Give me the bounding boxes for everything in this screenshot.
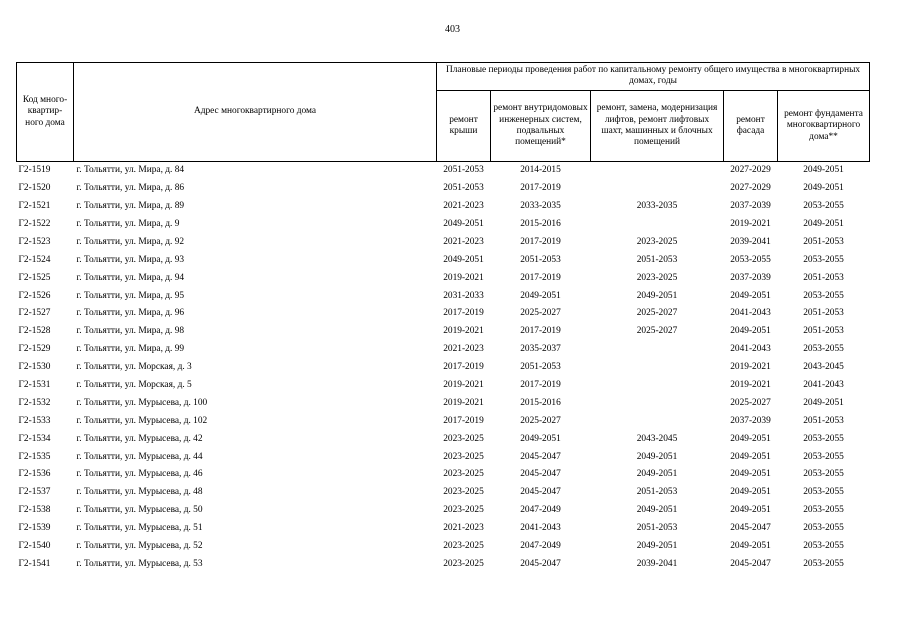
cell-address: г. Тольятти, ул. Мурысева, д. 42 bbox=[76, 433, 203, 444]
cell-address: г. Тольятти, ул. Мира, д. 9 bbox=[76, 218, 180, 229]
cell-code: Г2-1519 bbox=[17, 162, 74, 180]
header-address: Адрес многоквартирного дома bbox=[74, 63, 437, 162]
cell-code: Г2-1541 bbox=[18, 558, 51, 569]
cell-address: г. Тольятти, ул. Мурысева, д. 46 bbox=[76, 469, 203, 480]
cell-code: Г2-1540 bbox=[18, 541, 51, 551]
cell-foundation: 2041-2043 bbox=[803, 379, 844, 390]
cell-roof: 2023-2025 bbox=[443, 487, 484, 498]
cell-code: Г2-1528 bbox=[18, 326, 51, 337]
cell-systems: 2045-2047 bbox=[520, 487, 561, 498]
cell-roof: 2023-2025 bbox=[443, 558, 484, 569]
cell-foundation: 2053-2055 bbox=[803, 469, 844, 480]
cell-foundation: 2053-2055 bbox=[803, 558, 844, 569]
cell-code: Г2-1531 bbox=[18, 379, 51, 390]
cell-lifts: 2049-2051 bbox=[636, 290, 678, 301]
cell-address: г. Тольятти, ул. Мира, д. 86 bbox=[76, 183, 185, 194]
cell-foundation: 2053-2055 bbox=[803, 254, 844, 265]
cell-code: Г2-1537 bbox=[18, 487, 51, 498]
table-row bbox=[17, 430, 870, 448]
cell-systems: 2017-2019 bbox=[520, 379, 561, 390]
cell-lifts: 2051-2053 bbox=[636, 487, 678, 498]
cell-roof: 2019-2021 bbox=[443, 272, 484, 283]
cell-systems: 2025-2027 bbox=[520, 415, 561, 426]
cell-facade: 2027-2029 bbox=[724, 162, 778, 180]
table-row bbox=[17, 305, 870, 323]
cell-facade: 2045-2047 bbox=[730, 523, 771, 534]
table-row bbox=[17, 520, 870, 538]
cell-roof: 2021-2023 bbox=[443, 236, 484, 247]
cell-address: г. Тольятти, ул. Мира, д. 92 bbox=[76, 236, 185, 247]
cell-address: г. Тольятти, ул. Мурысева, д. 51 bbox=[76, 523, 203, 534]
cell-foundation: 2053-2055 bbox=[803, 523, 844, 534]
cell-lifts bbox=[591, 359, 724, 377]
cell-roof: 2019-2021 bbox=[443, 397, 484, 408]
cell-address: г. Тольятти, ул. Мурысева, д. 44 bbox=[76, 451, 203, 462]
table-row bbox=[17, 180, 870, 198]
header-lifts: ремонт, замена, модернизация лифтов, ремонт лифтовых шахт, машинных и блочных помещений bbox=[591, 90, 724, 161]
cell-foundation: 2049-2051 bbox=[803, 397, 844, 408]
cell-roof: 2023-2025 bbox=[443, 433, 484, 444]
cell-roof: 2023-2025 bbox=[443, 451, 484, 462]
table-row bbox=[17, 484, 870, 502]
cell-facade: 2049-2051 bbox=[730, 541, 771, 551]
cell-code: Г2-1530 bbox=[18, 362, 51, 373]
cell-facade: 2037-2039 bbox=[730, 415, 771, 426]
cell-roof: 2021-2023 bbox=[443, 344, 484, 355]
table-row bbox=[17, 341, 870, 359]
cell-address: г. Тольятти, ул. Мира, д. 93 bbox=[76, 254, 185, 265]
cell-facade: 2027-2029 bbox=[730, 183, 771, 194]
table-row bbox=[17, 162, 870, 180]
cell-foundation: 2051-2053 bbox=[803, 236, 844, 247]
header-systems: ремонт внутридомовых инженерных систем, подвальных помещений* bbox=[491, 90, 591, 161]
cell-lifts: 2051-2053 bbox=[636, 254, 678, 265]
cell-address: г. Тольятти, ул. Мира, д. 99 bbox=[76, 344, 185, 355]
cell-address: г. Тольятти, ул. Мира, д. 84 bbox=[74, 162, 437, 180]
cell-roof: 2017-2019 bbox=[443, 362, 484, 373]
cell-facade: 2049-2051 bbox=[730, 451, 771, 462]
cell-facade: 2019-2021 bbox=[730, 379, 771, 390]
cell-address: г. Тольятти, ул. Мира, д. 98 bbox=[76, 326, 185, 337]
cell-roof: 2051-2053 bbox=[437, 162, 491, 180]
cell-roof: 2023-2025 bbox=[443, 469, 484, 480]
cell-roof: 2031-2033 bbox=[443, 290, 484, 301]
cell-roof: 2023-2025 bbox=[443, 505, 484, 516]
cell-lifts: 2049-2051 bbox=[636, 469, 678, 480]
cell-systems: 2017-2019 bbox=[520, 326, 561, 337]
cell-code: Г2-1523 bbox=[18, 236, 51, 247]
cell-facade: 2037-2039 bbox=[730, 201, 771, 212]
cell-facade: 2049-2051 bbox=[730, 487, 771, 498]
cell-systems: 2014-2015 bbox=[491, 162, 591, 180]
cell-facade: 2019-2021 bbox=[730, 218, 771, 229]
header-facade: ремонт фасада bbox=[724, 90, 778, 161]
cell-foundation: 2053-2055 bbox=[803, 541, 844, 551]
cell-facade: 2053-2055 bbox=[730, 254, 771, 265]
cell-lifts bbox=[591, 180, 724, 198]
cell-facade: 2049-2051 bbox=[730, 505, 771, 516]
table-row bbox=[17, 395, 870, 413]
cell-lifts bbox=[591, 162, 724, 180]
table-row bbox=[17, 448, 870, 466]
table-row bbox=[17, 538, 870, 556]
cell-lifts: 2023-2025 bbox=[636, 236, 678, 247]
cell-roof: 2023-2025 bbox=[443, 541, 484, 551]
cell-systems: 2017-2019 bbox=[520, 183, 561, 194]
cell-facade: 2049-2051 bbox=[730, 469, 771, 480]
cell-roof: 2049-2051 bbox=[443, 254, 484, 265]
cell-lifts: 2049-2051 bbox=[636, 451, 678, 462]
cell-address: г. Тольятти, ул. Мурысева, д. 102 bbox=[76, 415, 208, 426]
cell-facade: 2025-2027 bbox=[730, 397, 771, 408]
cell-address: г. Тольятти, ул. Морская, д. 3 bbox=[76, 362, 192, 373]
cell-code: Г2-1527 bbox=[18, 308, 51, 319]
capital-repair-schedule-table bbox=[16, 62, 870, 573]
cell-systems: 2051-2053 bbox=[520, 362, 561, 373]
cell-address: г. Тольятти, ул. Мира, д. 96 bbox=[76, 308, 185, 319]
cell-lifts: 2033-2035 bbox=[636, 201, 678, 212]
cell-facade: 2037-2039 bbox=[730, 272, 771, 283]
cell-code: Г2-1525 bbox=[18, 272, 51, 283]
cell-lifts: 2049-2051 bbox=[636, 505, 678, 516]
table-body bbox=[17, 162, 870, 574]
table-row bbox=[17, 287, 870, 305]
cell-lifts bbox=[591, 395, 724, 413]
cell-systems: 2017-2019 bbox=[520, 272, 561, 283]
header-code: Код много-квартир-ного дома bbox=[17, 63, 74, 162]
table-row bbox=[17, 556, 870, 574]
cell-address: г. Тольятти, ул. Мурысева, д. 50 bbox=[76, 505, 203, 516]
cell-facade: 2045-2047 bbox=[730, 558, 771, 569]
table-row bbox=[17, 269, 870, 287]
table-row bbox=[17, 216, 870, 234]
cell-lifts bbox=[591, 412, 724, 430]
cell-foundation: 2053-2055 bbox=[803, 505, 844, 516]
cell-systems: 2025-2027 bbox=[520, 308, 561, 319]
cell-systems: 2049-2051 bbox=[520, 433, 561, 444]
cell-lifts: 2023-2025 bbox=[636, 272, 678, 283]
cell-roof: 2017-2019 bbox=[443, 415, 484, 426]
cell-code: Г2-1532 bbox=[18, 397, 51, 408]
header-roof: ремонт крыши bbox=[437, 90, 491, 161]
cell-systems: 2051-2053 bbox=[520, 254, 561, 265]
cell-lifts bbox=[591, 341, 724, 359]
header-planned-periods: Плановые периоды проведения работ по капитальному ремонту общего имущества в многоквартирных домах, годы bbox=[437, 63, 870, 91]
cell-roof: 2021-2023 bbox=[443, 523, 484, 534]
cell-roof: 2051-2053 bbox=[443, 183, 484, 194]
cell-systems: 2047-2049 bbox=[520, 541, 561, 551]
cell-lifts: 2051-2053 bbox=[636, 523, 678, 534]
cell-systems: 2049-2051 bbox=[520, 290, 561, 301]
cell-address: г. Тольятти, ул. Мира, д. 95 bbox=[76, 290, 185, 301]
cell-systems: 2041-2043 bbox=[520, 523, 561, 534]
cell-roof: 2017-2019 bbox=[443, 308, 484, 319]
cell-systems: 2015-2016 bbox=[520, 397, 561, 408]
cell-foundation: 2053-2055 bbox=[803, 451, 844, 462]
cell-roof: 2019-2021 bbox=[443, 379, 484, 390]
cell-roof: 2019-2021 bbox=[443, 326, 484, 337]
cell-code: Г2-1535 bbox=[18, 451, 51, 462]
cell-foundation: 2043-2045 bbox=[803, 362, 844, 373]
cell-lifts bbox=[591, 377, 724, 395]
cell-facade: 2049-2051 bbox=[730, 326, 771, 337]
cell-code: Г2-1524 bbox=[18, 254, 51, 265]
table-row bbox=[17, 359, 870, 377]
header-foundation: ремонт фундамента многоквартирного дома** bbox=[778, 90, 870, 161]
cell-foundation: 2053-2055 bbox=[803, 487, 844, 498]
cell-foundation: 2051-2053 bbox=[803, 326, 844, 337]
cell-foundation: 2049-2051 bbox=[803, 183, 844, 194]
cell-systems: 2017-2019 bbox=[520, 236, 561, 247]
cell-address: г. Тольятти, ул. Мира, д. 94 bbox=[76, 272, 185, 283]
cell-code: Г2-1529 bbox=[18, 344, 51, 355]
cell-facade: 2041-2043 bbox=[730, 308, 771, 319]
cell-systems: 2045-2047 bbox=[520, 451, 561, 462]
cell-foundation: 2051-2053 bbox=[803, 415, 844, 426]
cell-code: Г2-1521 bbox=[18, 201, 51, 212]
cell-address: г. Тольятти, ул. Мира, д. 89 bbox=[76, 201, 185, 212]
cell-code: Г2-1534 bbox=[18, 433, 51, 444]
cell-foundation: 2053-2055 bbox=[803, 433, 844, 444]
cell-address: г. Тольятти, ул. Мурысева, д. 52 bbox=[76, 541, 203, 551]
table-row bbox=[17, 251, 870, 269]
cell-facade: 2039-2041 bbox=[730, 236, 771, 247]
table-row bbox=[17, 323, 870, 341]
cell-systems: 2045-2047 bbox=[520, 558, 561, 569]
cell-lifts: 2025-2027 bbox=[636, 308, 678, 319]
cell-code: Г2-1526 bbox=[18, 290, 51, 301]
cell-address: г. Тольятти, ул. Мурысева, д. 100 bbox=[76, 397, 208, 408]
cell-code: Г2-1536 bbox=[18, 469, 51, 480]
cell-foundation: 2051-2053 bbox=[803, 308, 844, 319]
cell-code: Г2-1520 bbox=[18, 183, 51, 194]
cell-address: г. Тольятти, ул. Мурысева, д. 48 bbox=[76, 487, 203, 498]
cell-roof: 2049-2051 bbox=[443, 218, 484, 229]
cell-lifts: 2039-2041 bbox=[636, 558, 678, 569]
cell-lifts: 2049-2051 bbox=[636, 541, 678, 551]
cell-facade: 2019-2021 bbox=[730, 362, 771, 373]
table-row bbox=[17, 502, 870, 520]
cell-address: г. Тольятти, ул. Мурысева, д. 53 bbox=[76, 558, 203, 569]
cell-code: Г2-1538 bbox=[18, 505, 51, 516]
cell-foundation: 2051-2053 bbox=[803, 272, 844, 283]
table-row bbox=[17, 234, 870, 252]
cell-systems: 2047-2049 bbox=[520, 505, 561, 516]
cell-foundation: 2049-2051 bbox=[803, 218, 844, 229]
cell-foundation: 2053-2055 bbox=[803, 344, 844, 355]
page-number: 403 bbox=[445, 24, 460, 35]
cell-systems: 2015-2016 bbox=[520, 218, 561, 229]
cell-roof: 2021-2023 bbox=[443, 201, 484, 212]
cell-systems: 2033-2035 bbox=[520, 201, 561, 212]
cell-code: Г2-1522 bbox=[18, 218, 51, 229]
table-row bbox=[17, 377, 870, 395]
table-header bbox=[17, 63, 870, 162]
cell-code: Г2-1539 bbox=[18, 523, 51, 534]
cell-facade: 2041-2043 bbox=[730, 344, 771, 355]
cell-systems: 2045-2047 bbox=[520, 469, 561, 480]
cell-lifts bbox=[591, 216, 724, 234]
cell-facade: 2049-2051 bbox=[730, 290, 771, 301]
table-row bbox=[17, 198, 870, 216]
cell-foundation: 2053-2055 bbox=[803, 290, 844, 301]
cell-foundation: 2049-2051 bbox=[778, 162, 870, 180]
cell-facade: 2049-2051 bbox=[730, 433, 771, 444]
cell-lifts: 2043-2045 bbox=[636, 433, 678, 444]
cell-address: г. Тольятти, ул. Морская, д. 5 bbox=[76, 379, 192, 390]
cell-lifts: 2025-2027 bbox=[636, 326, 678, 337]
cell-systems: 2035-2037 bbox=[520, 344, 561, 355]
table-row bbox=[17, 466, 870, 484]
cell-code: Г2-1533 bbox=[18, 415, 51, 426]
table-row bbox=[17, 412, 870, 430]
cell-foundation: 2053-2055 bbox=[803, 201, 844, 212]
